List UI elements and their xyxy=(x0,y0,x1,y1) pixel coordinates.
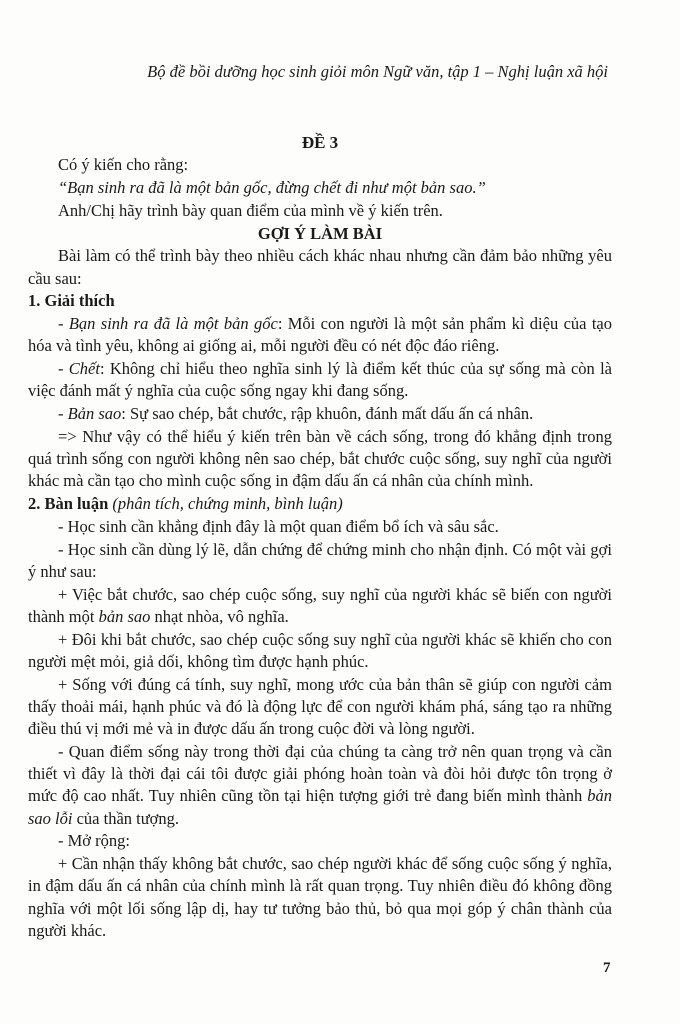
prompt-task: Anh/Chị hãy trình bày quan điểm của mình về ý kiến trên. xyxy=(58,200,443,220)
emphasis: bản sao xyxy=(98,606,151,626)
heading-text: 2. Bàn luận xyxy=(28,494,109,514)
section2-paragraph: - Học sinh cần dùng lý lẽ, dẫn chứng để chứng minh cho nhận định. Có một vài gợi ý như sau: xyxy=(28,539,612,581)
section2-paragraph xyxy=(28,741,612,830)
section1-paragraph: => Như vậy có thể hiểu ý kiến trên bàn về cách sống, trong đó khẳng định trong quá trình sống con người không nên sao chép, bắt chước cuộc sống, suy nghĩ của người khác mà cần tạo cho mình cuộc sống in đậm dấu ấn cá nhân của chính mình. xyxy=(28,426,612,491)
text: - Quan điểm sống này trong thời đại của chúng ta càng trở nên quan trọng và cần thiết vì đây là thời đại cái tôi được giải phóng hoàn toàn và đòi hỏi được tôn trọng ở mức độ cao nhất. Tuy nhiên cũng tồn tại hiện tượng giới trẻ đang biến mình thành xyxy=(28,741,612,806)
text: của thần tượng. xyxy=(72,808,180,828)
guide-intro: Bài làm có thể trình bày theo nhiều cách khác nhau nhưng cần đảm bảo những yêu cầu sau: xyxy=(28,246,612,288)
running-header: Bộ đề bồi dưỡng học sinh giỏi môn Ngữ văn, tập 1 – Nghị luận xã hội xyxy=(147,62,608,81)
guide-title: GỢI Ý LÀM BÀI xyxy=(257,223,383,243)
definition: : Mỗi con người là một sản phẩm kì diệu của tạo hóa và tình yêu, không ai giống ai, mỗi người đều có nét độc đáo riêng. xyxy=(28,314,612,356)
heading-note: (phân tích, chứng minh, bình luận) xyxy=(112,494,343,514)
section1-heading: 1. Giải thích xyxy=(28,291,115,311)
section1-paragraph xyxy=(28,313,612,357)
prompt-quote xyxy=(28,177,612,199)
section2-paragraph: + Cần nhận thấy không bắt chước, sao chép người khác để sống cuộc sống ý nghĩa, in đậm dấu ấn cá nhân của chính mình là rất quan trọng. Tuy nhiên điều đó không đồng nghĩa với một lối sống lập dị, hay tư tưởng bảo thủ, bỏ qua mọi góp ý chân thành của người khác. xyxy=(28,854,612,940)
section2-heading xyxy=(28,493,612,515)
section1-paragraph xyxy=(28,403,612,425)
emphasis: bản sao lỗi xyxy=(28,786,612,828)
page-body xyxy=(28,132,612,943)
term: - Bản sao xyxy=(58,404,122,424)
term: - Chết xyxy=(58,359,100,379)
section2-paragraph: + Sống với đúng cá tính, suy nghĩ, mong ước của bản thân sẽ giúp con người cảm thấy thoải mái, hạnh phúc và đó là động lực để con người khám phá, sáng tạo ra những điều thú vị mới mẻ và in được dấu ấn trong cuộc đời và lòng người. xyxy=(28,674,612,739)
text: nhạt nhòa, vô nghĩa. xyxy=(150,606,289,626)
quote-text: “Bạn sinh ra đã là một bản gốc, đừng chết đi như một bản sao.” xyxy=(58,178,486,197)
page-number: 7 xyxy=(603,960,611,976)
section2-paragraph: - Học sinh cần khẳng định đây là một quan điểm bổ ích và sâu sắc. xyxy=(58,516,499,536)
section2-paragraph: + Đôi khi bắt chước, sao chép cuộc sống suy nghĩ của người khác sẽ khiến cho con người mệt mỏi, giả dối, không tìm được hạnh phúc. xyxy=(28,629,612,671)
exam-title: ĐỀ 3 xyxy=(301,133,339,152)
definition: : Không chỉ hiểu theo nghĩa sinh lý là điểm kết thúc của sự sống mà còn là việc đánh mất ý nghĩa của cuộc sống ngay khi đang sống. xyxy=(28,359,612,401)
section2-paragraph: - Mở rộng: xyxy=(58,831,130,851)
section2-paragraph xyxy=(28,584,612,628)
prompt-intro: Có ý kiến cho rằng: xyxy=(58,155,189,175)
section1-paragraph xyxy=(28,358,612,402)
definition: : Sự sao chép, bắt chước, rập khuôn, đánh mất dấu ấn cá nhân. xyxy=(121,404,534,424)
term: - Bạn sinh ra đã là một bản gốc xyxy=(58,314,278,334)
text: + Việc bắt chước, sao chép cuộc sống, suy nghĩ của người khác sẽ biến con người thành một xyxy=(28,584,612,626)
